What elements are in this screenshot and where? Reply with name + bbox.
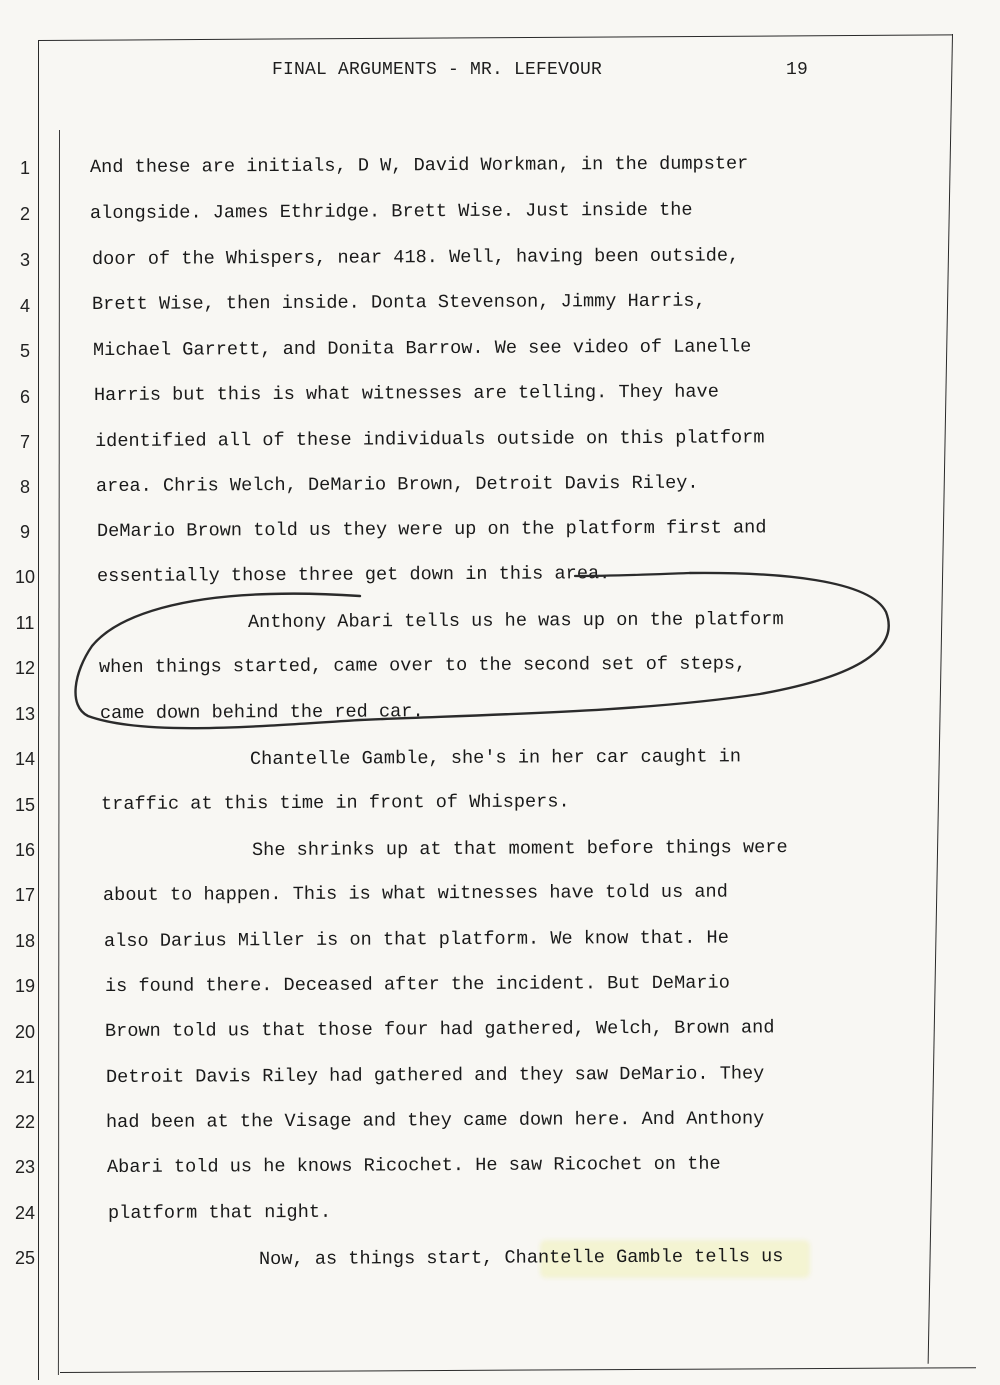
page-frame-top <box>38 34 952 41</box>
line-number: 25 <box>14 1248 36 1268</box>
transcript-line: Chantelle Gamble, she's in her car caught in <box>249 746 742 770</box>
transcript-line: had been at the Visage and they came down here. And Anthony <box>105 1108 765 1133</box>
transcript-line: And these are initials, D W, David Workman, in the dumpster <box>89 153 749 178</box>
line-number: 13 <box>14 704 36 724</box>
transcript-line: about to happen. This is what witnesses have told us and <box>102 881 728 906</box>
transcript-line: door of the Whispers, near 418. Well, having been outside, <box>91 245 740 270</box>
transcript-line: area. Chris Welch, DeMario Brown, Detroit Davis Riley. <box>95 472 699 497</box>
line-number: 16 <box>14 840 36 860</box>
line-number: 11 <box>15 613 35 633</box>
line-number: 24 <box>14 1203 36 1223</box>
line-number: 19 <box>14 976 36 996</box>
page-frame-right <box>928 34 953 1364</box>
line-number: 20 <box>14 1022 36 1042</box>
line-number: 5 <box>19 341 30 361</box>
line-number: 15 <box>14 795 36 815</box>
transcript-line: Michael Garrett, and Donita Barrow. We see video of Lanelle <box>92 336 752 361</box>
transcript-line: She shrinks up at that moment before things were <box>251 837 788 861</box>
transcript-line: also Darius Miller is on that platform. We know that. He <box>103 927 729 952</box>
line-number: 18 <box>14 931 36 951</box>
line-number: 21 <box>14 1067 36 1087</box>
line-number: 14 <box>14 749 36 769</box>
transcript-line: identified all of these individuals outside on this platform <box>94 427 765 452</box>
line-number: 2 <box>19 204 30 224</box>
line-number: 23 <box>14 1157 36 1177</box>
line-number: 10 <box>14 567 36 587</box>
transcript-line: Now, as things start, Chantelle Gamble tells us <box>258 1246 784 1270</box>
line-number: 12 <box>14 658 36 678</box>
line-number: 8 <box>19 477 30 497</box>
transcript-line: essentially those three get down in this area. <box>96 563 611 587</box>
transcript-line: Brown told us that those four had gathered, Welch, Brown and <box>104 1017 775 1042</box>
page-number: 19 <box>786 60 809 80</box>
line-number: 3 <box>19 250 30 270</box>
line-number: 6 <box>19 387 30 407</box>
line-number: 22 <box>14 1112 36 1132</box>
transcript-line: Anthony Abari tells us he was up on the platform <box>247 609 784 633</box>
line-number: 9 <box>19 522 30 542</box>
transcript-line: Detroit Davis Riley had gathered and they saw DeMario. They <box>105 1063 765 1088</box>
transcript-line: came down behind the red car. <box>99 701 424 724</box>
page-frame-bottom <box>60 1367 976 1373</box>
page-header-title: FINAL ARGUMENTS - MR. LEFEVOUR <box>272 60 603 80</box>
line-number-margin-rule <box>58 130 60 1375</box>
transcript-line: traffic at this time in front of Whispers. <box>100 791 570 815</box>
transcript-line: alongside. James Ethridge. Brett Wise. Just inside the <box>89 199 693 224</box>
transcript-line: Abari told us he knows Ricochet. He saw Ricochet on the <box>106 1153 721 1178</box>
line-number: 7 <box>19 432 30 452</box>
transcript-line: Harris but this is what witnesses are telling. They have <box>93 381 719 406</box>
transcript-line: is found there. Deceased after the incident. But DeMario <box>104 972 730 997</box>
line-number: 4 <box>19 296 30 316</box>
transcript-line: DeMario Brown told us they were up on the platform first and <box>96 517 767 542</box>
transcript-line: when things started, came over to the second set of steps, <box>98 653 747 678</box>
transcript-line: Brett Wise, then inside. Donta Stevenson, Jimmy Harris, <box>91 290 706 315</box>
transcript-line: platform that night. <box>107 1201 332 1224</box>
line-number: 17 <box>14 885 36 905</box>
line-number: 1 <box>19 158 30 178</box>
